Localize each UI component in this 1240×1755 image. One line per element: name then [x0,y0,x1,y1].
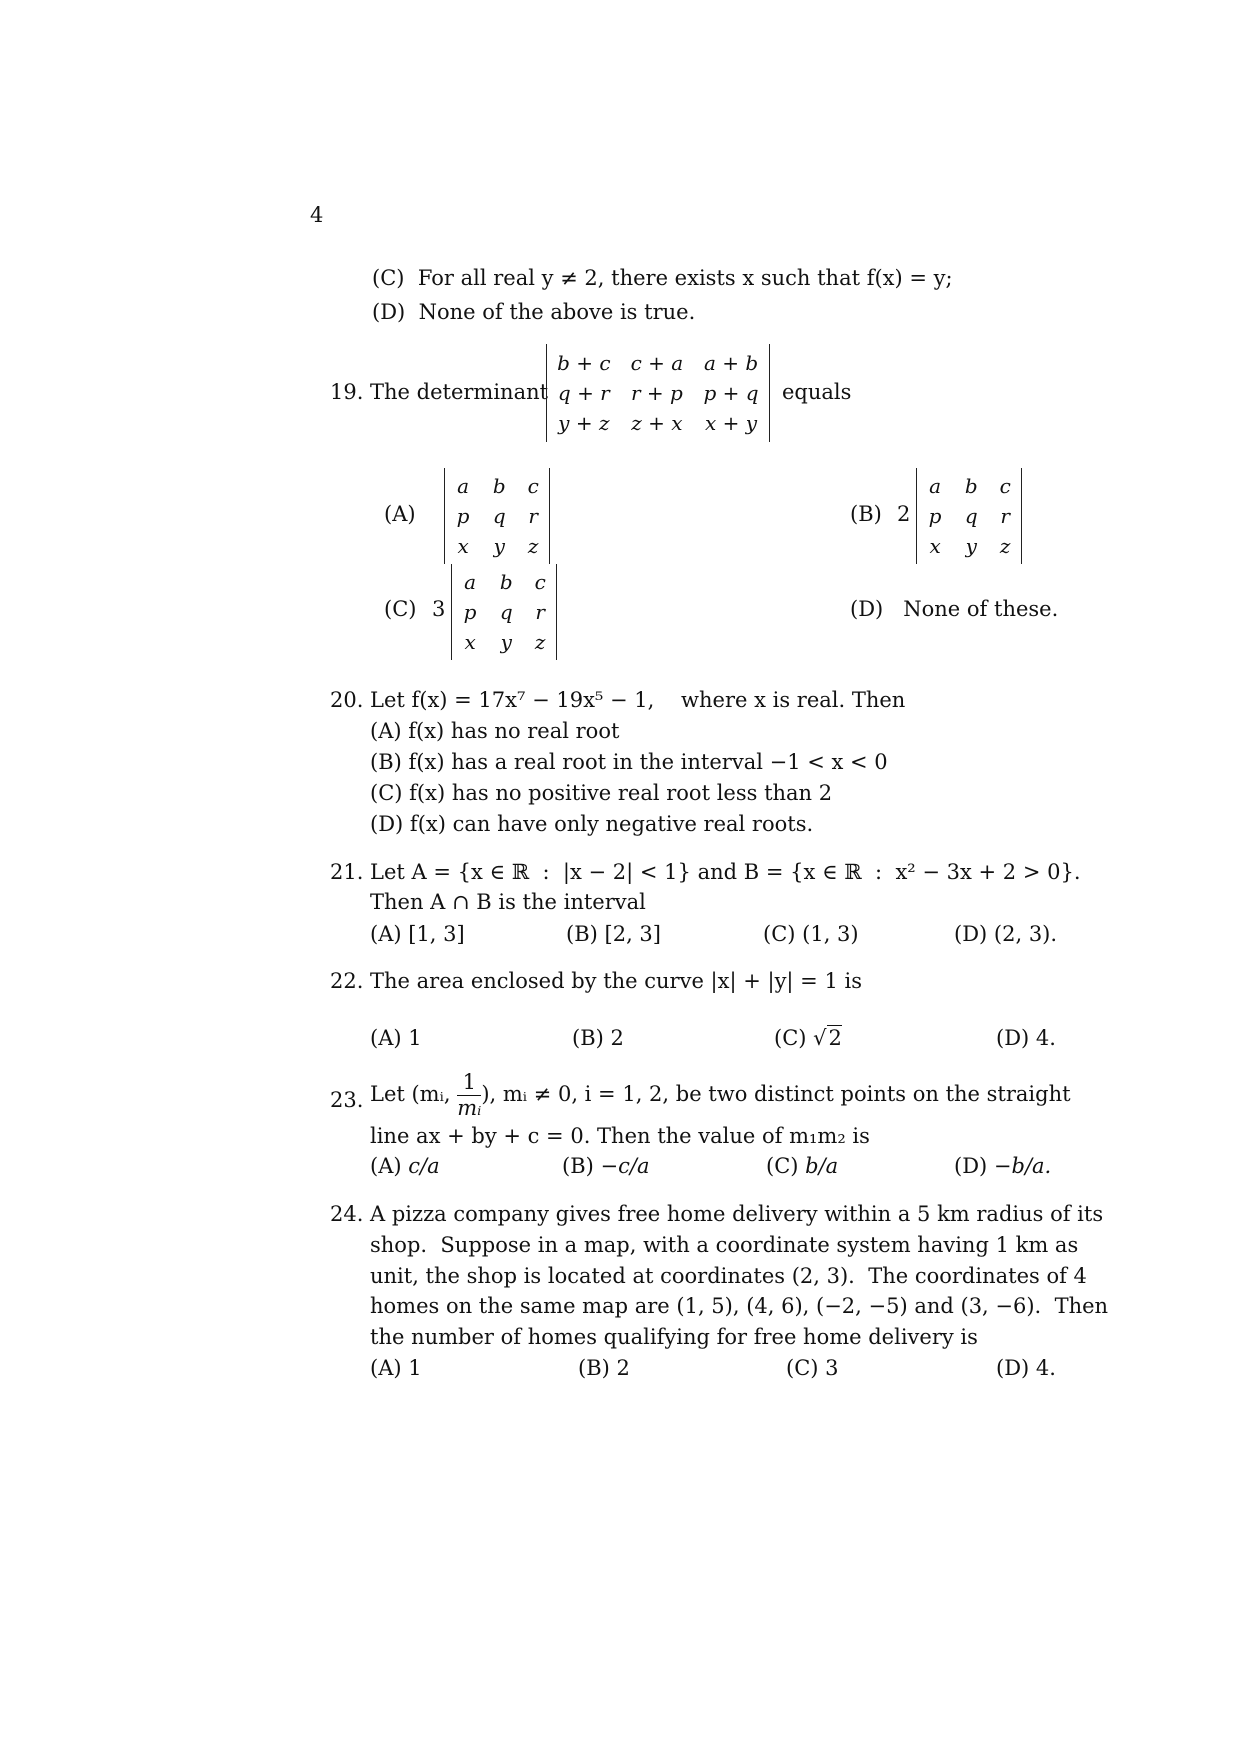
option-text: [2, 3] [604,922,661,946]
q22-stem: The area enclosed by the curve |x| + |y| = 1 is [370,969,862,993]
option-text: [1, 3] [408,922,465,946]
matrix-cell: p [928,504,942,528]
q23-line2: line ax + by + c = 0. Then the value of m₁m₂ is [370,1124,870,1148]
option-text: b/a [805,1154,839,1178]
option-label: (C) [786,1356,819,1380]
option-text: 1 [408,1026,422,1050]
q19-option-b-label: (B) [850,502,882,526]
option-text: c/a [408,1154,440,1178]
matrix-cell: c [527,474,539,498]
q23-option-a [370,1154,440,1179]
matrix-cell: r [1000,504,1010,528]
option-label: (C) [370,781,403,805]
option-label: (D) [372,300,406,324]
option-label: (A) [370,1026,402,1050]
option-text: f(x) has no positive real root less than 2 [409,781,833,805]
q19-number: 19. [330,380,364,404]
option-label: (B) [572,1026,604,1050]
q23-line1-post: ), mᵢ ≠ 0, i = 1, 2, be two distinct points on the straight [481,1082,1071,1106]
option-label: (A) [370,922,402,946]
option-text: 2 [616,1356,630,1380]
q23-fraction [457,1072,481,1119]
q23-line1 [370,1072,1071,1119]
option-text: (1, 3) [802,922,859,946]
q21-line1: Let A = {x ∈ ℝ : |x − 2| < 1} and B = {x ∈ ℝ : x² − 3x + 2 > 0}. [370,860,1081,884]
matrix-cell: b [964,474,978,498]
matrix-cell: c [534,570,546,594]
matrix-cell: p [456,504,470,528]
option-label: (D) [954,922,988,946]
q19-option-a-determinant [444,468,550,564]
option-label: (C) [763,922,796,946]
matrix-cell: r [528,504,538,528]
fraction-denominator: mᵢ [457,1096,482,1120]
matrix-cell: p [463,600,477,624]
option-text: 4. [1035,1356,1056,1380]
q24-line: the number of homes qualifying for free home delivery is [370,1325,978,1349]
matrix-cell: x [929,534,941,558]
option-text: None of these. [903,597,1059,621]
fraction-numerator: 1 [457,1072,481,1096]
q23-number: 23. [330,1088,364,1112]
q20-option-d [370,812,813,837]
option-label: (A) [370,719,402,743]
matrix-cell: c [999,474,1011,498]
q24-line: shop. Suppose in a map, with a coordinate system having 1 km as [370,1233,1079,1257]
matrix-cell: a [457,474,470,498]
matrix-cell: q [492,504,506,528]
option-text: 4. [1035,1026,1056,1050]
matrix-cell: z [527,534,539,558]
q23-line1-pre: Let (mᵢ, [370,1082,451,1106]
option-label: (D) [850,597,884,621]
matrix-cell: x + y [705,411,758,435]
q22-number: 22. [330,969,364,993]
matrix-cell: p + q [703,381,759,405]
option-text: For all real y ≠ 2, there exists x such that f(x) = y; [417,266,953,290]
q21-option-b [566,922,661,947]
q24-option-d [996,1356,1056,1381]
matrix-cell: x [457,534,469,558]
matrix-cell: b [499,570,513,594]
q22-option-a [370,1026,422,1051]
q24-option-b [578,1356,630,1381]
option-text: −b/a. [993,1154,1052,1178]
q21-option-a [370,922,465,947]
matrix-cell: a + b [703,351,759,375]
option-text: −c/a [600,1154,650,1178]
matrix-cell: q [964,504,978,528]
q20-stem: Let f(x) = 17x⁷ − 19x⁵ − 1, where x is real. Then [370,688,906,712]
q19-option-d [850,597,1058,622]
q20-option-c [370,781,832,806]
q22-option-d [996,1026,1056,1051]
q23-option-c [766,1154,838,1179]
q21-line2: Then A ∩ B is the interval [370,890,646,914]
option-label: (D) [996,1356,1030,1380]
q21-option-c [763,922,859,947]
q18-option-d [372,300,695,325]
matrix-cell: z [999,534,1011,558]
q23-option-d [954,1154,1051,1179]
matrix-cell: q [499,600,513,624]
q21-option-d [954,922,1057,947]
q22-option-c [774,1026,842,1051]
q24-line: homes on the same map are (1, 5), (4, 6), (−2, −5) and (3, −6). Then [370,1294,1109,1318]
q24-option-a [370,1356,422,1381]
matrix-cell: y [965,534,977,558]
option-label: (C) [372,266,405,290]
option-label: (B) [566,922,598,946]
q24-line: A pizza company gives free home delivery within a 5 km radius of its [370,1202,1104,1226]
option-label: (C) [774,1026,807,1050]
matrix-cell: y + z [558,411,610,435]
q24-line: unit, the shop is located at coordinates (2, 3). The coordinates of 4 [370,1264,1087,1288]
q19-determinant [546,344,770,442]
option-label: (C) [766,1154,799,1178]
q24-number: 24. [330,1202,364,1226]
option-label: (D) [996,1026,1030,1050]
matrix-cell: r [535,600,545,624]
option-label: (D) [370,812,404,836]
q24-option-c [786,1356,839,1381]
matrix-cell: c + a [630,351,684,375]
q22-option-b [572,1026,624,1051]
sqrt-icon: √ [813,1026,827,1050]
q18-option-c [372,266,953,291]
matrix-cell: z [534,630,546,654]
q20-option-a [370,719,619,744]
option-label: (B) [562,1154,594,1178]
q21-number: 21. [330,860,364,884]
q19-option-c-determinant [451,564,557,660]
q19-option-a-label: (A) [384,502,416,526]
option-label: (D) [954,1154,988,1178]
option-text: None of the above is true. [418,300,696,324]
q19-option-c-coef: 3 [432,597,446,621]
matrix-cell: z + x [631,411,683,435]
q19-stem-after: equals [782,380,852,404]
matrix-cell: y [493,534,505,558]
matrix-cell: x [464,630,476,654]
option-text: (2, 3). [993,922,1058,946]
q19-option-b-determinant [916,468,1022,564]
q20-number: 20. [330,688,364,712]
matrix-cell: a [929,474,942,498]
q19-option-c-label: (C) [384,597,417,621]
matrix-cell: b [492,474,506,498]
q19-stem-before: The determinant [370,380,549,404]
matrix-cell: r + p [630,381,683,405]
q19-option-b-coef: 2 [897,502,911,526]
option-text: 1 [408,1356,422,1380]
option-label: (A) [370,1356,402,1380]
matrix-cell: a [464,570,477,594]
page-number: 4 [310,203,324,227]
option-text: f(x) has a real root in the interval −1 < x < 0 [408,750,888,774]
option-text: 2 [610,1026,624,1050]
q20-option-b [370,750,888,775]
matrix-cell: q + r [557,381,610,405]
matrix-cell: y [500,630,512,654]
option-label: (B) [578,1356,610,1380]
q23-option-b [562,1154,649,1179]
option-text: 3 [825,1356,839,1380]
matrix-cell: b + c [557,351,611,375]
option-text: f(x) has no real root [408,719,620,743]
option-text: 2 [828,1026,842,1050]
option-label: (A) [370,1154,402,1178]
option-text: f(x) can have only negative real roots. [409,812,814,836]
option-label: (B) [370,750,402,774]
